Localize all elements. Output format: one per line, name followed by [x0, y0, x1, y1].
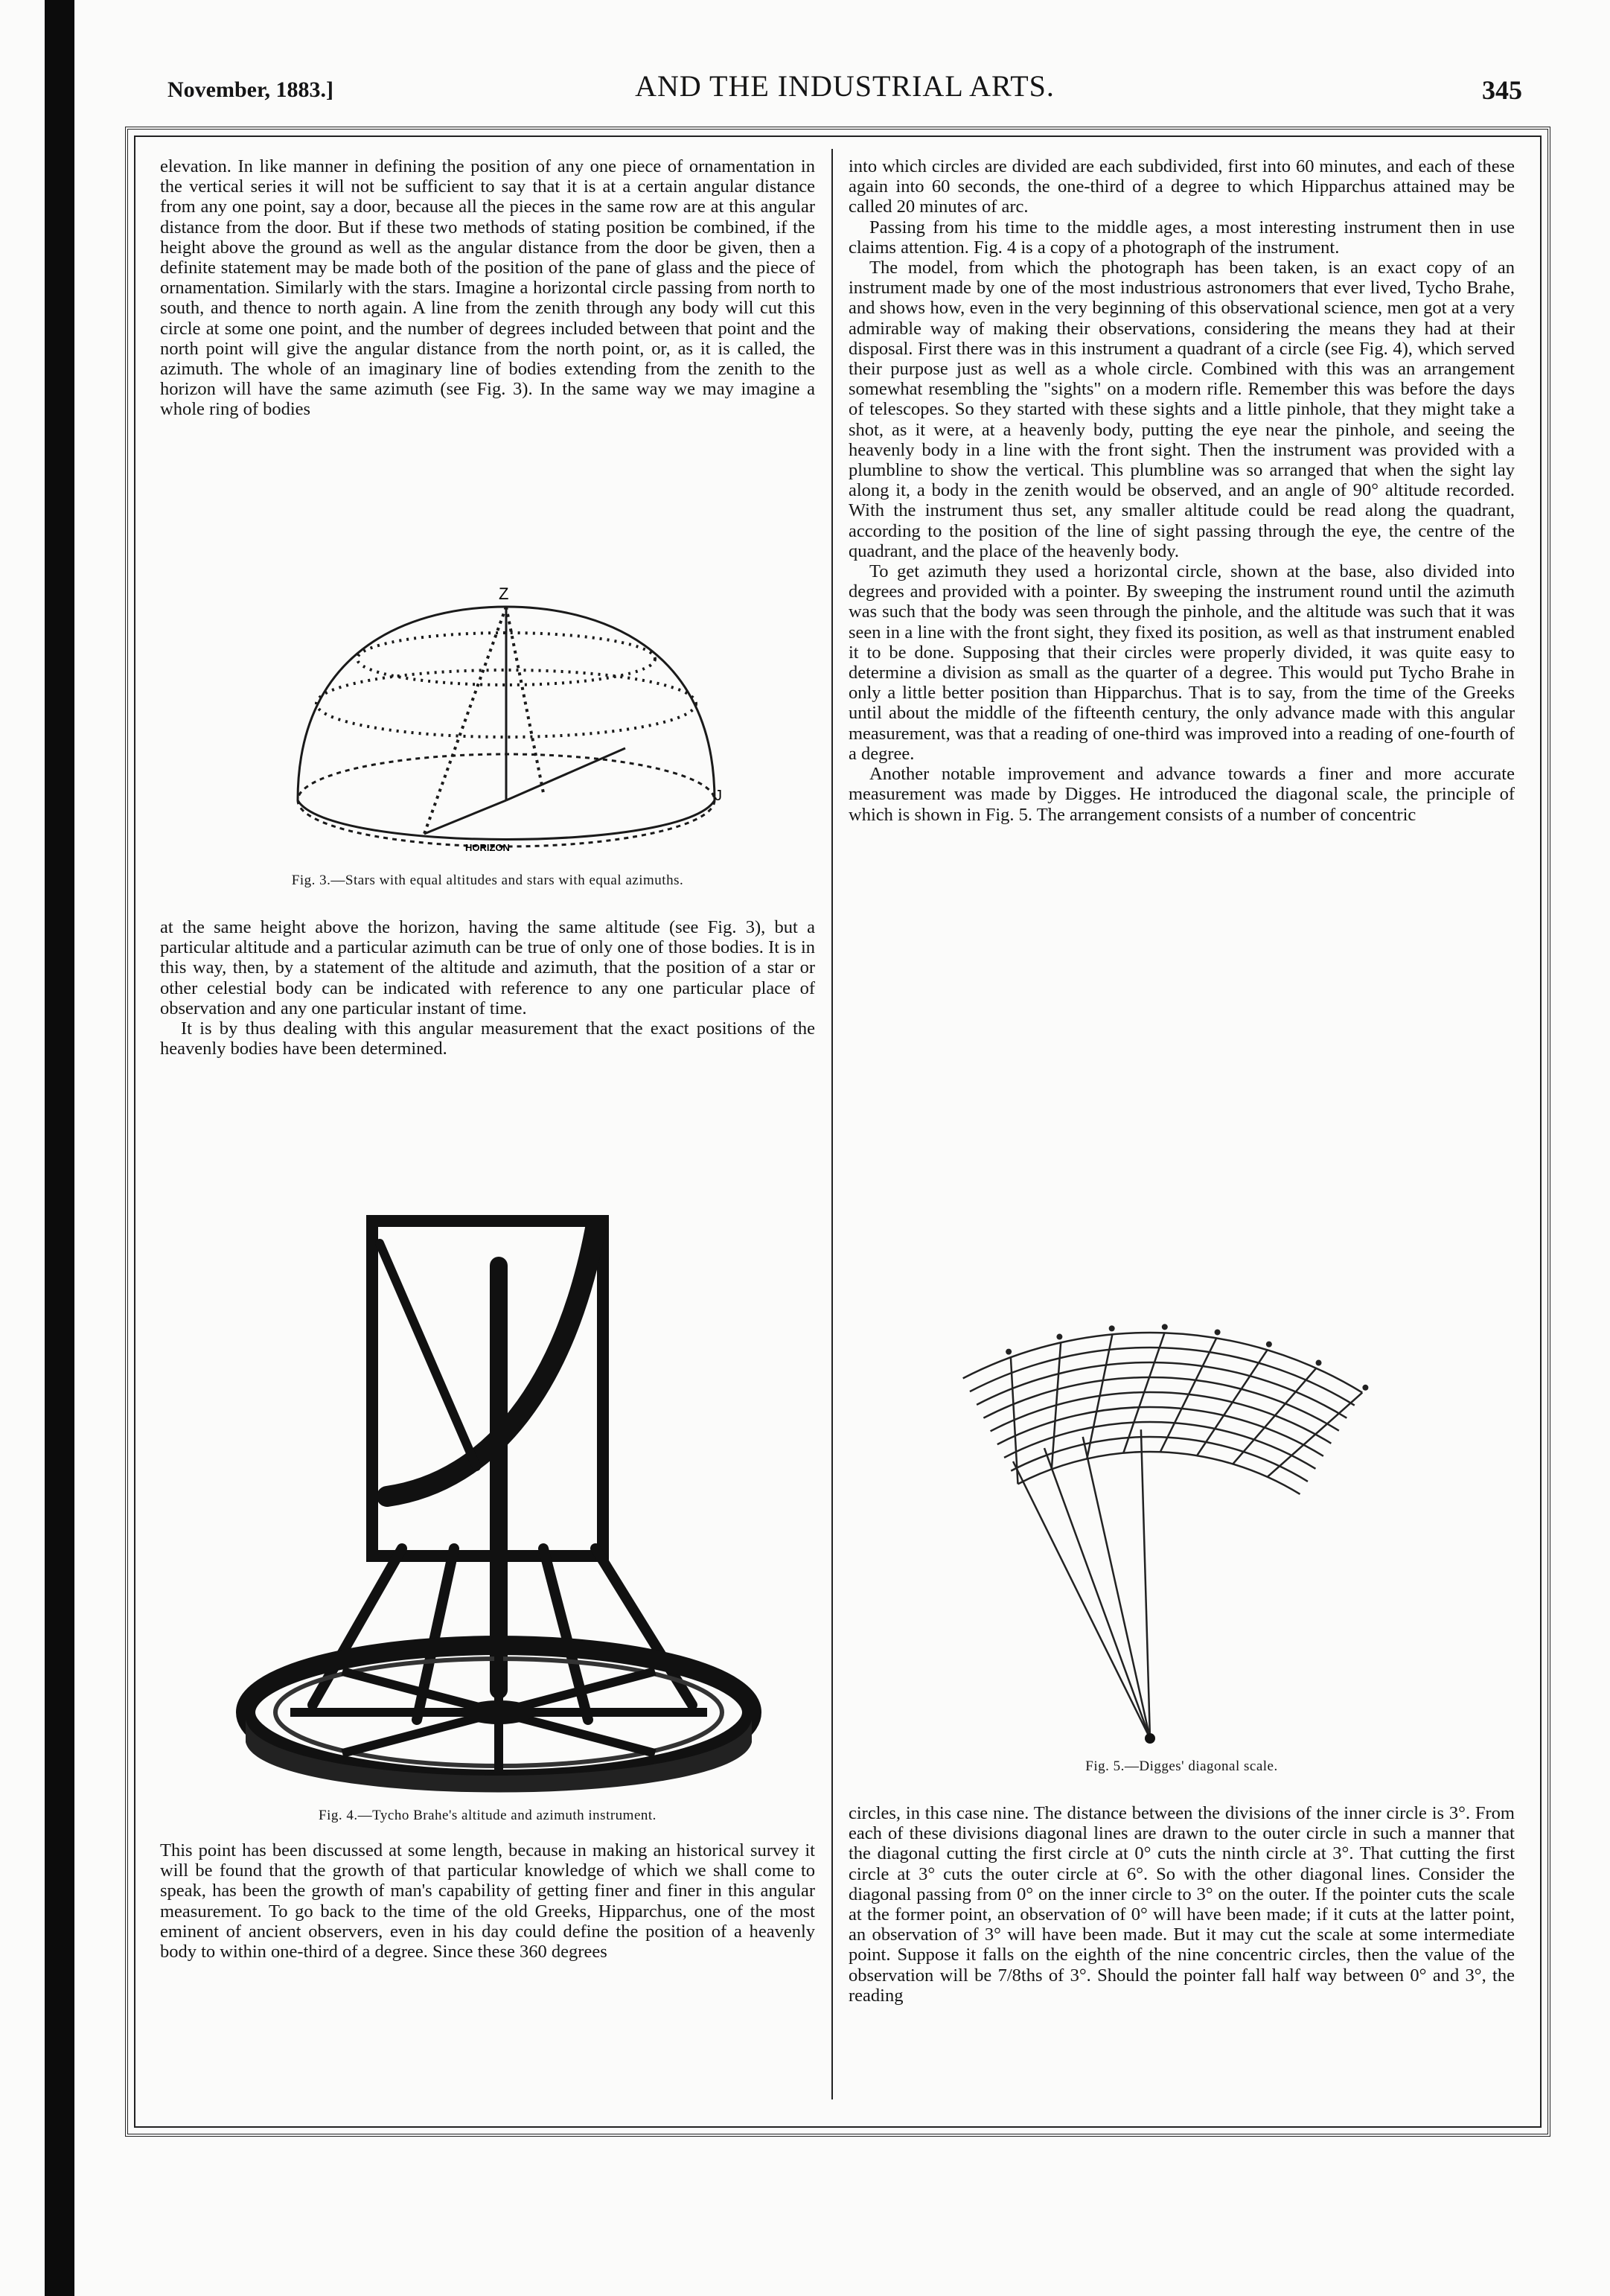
quadrant-frame: [372, 1221, 603, 1556]
paragraph: into which circles are divided are each subdivided, first into 60 minutes, and each of these again into 60 seconds, the one-third of a degree to which Hipparchus attained may be called 20 minutes of arc.: [849, 156, 1515, 217]
figure-3-hemisphere: [283, 577, 729, 867]
figure-3-caption: Fig. 3.—Stars with equal altitudes and stars with equal azimuths.: [291, 873, 684, 888]
pointer-line: [1083, 1437, 1150, 1738]
pointer-line: [1044, 1448, 1150, 1738]
horizon-pointer: [424, 800, 506, 834]
concentric-circle: [977, 1362, 1347, 1418]
division-tick: [1362, 1385, 1368, 1391]
running-header: [167, 68, 1522, 113]
figure-5-caption: Fig. 5.—Digges' diagonal scale.: [1085, 1758, 1278, 1774]
paragraph: circles, in this case nine. The distance between the divisions of the inner circle is 3°. From each of these divisions diagonal lines are drawn to the outer circle in such a manner that the diagonal cutting the first circle at 0° cuts the ninth circle at 3°. That cutting the first circle at 3° cuts the outer circle at 6°. So with the other diagonal lines. Consider the diagonal passing from 0° on the inner circle to 3° on the outer. If the pointer cuts the scale at the former point, an observation of 0° will have been made; if it cuts at the latter point, an observation of 3° will have been made. But it may cut the scale at some intermediate point. Suppose it falls on the eighth of the nine concentric circles, then the value of the observation will be 7/8ths of 3°. Should the pointer fall half way between 0° and 3°, the reading: [849, 1803, 1515, 2006]
concentric-circle: [1018, 1452, 1300, 1494]
horizon-radius: [506, 748, 625, 800]
concentric-circle: [970, 1348, 1355, 1406]
j-label: J: [715, 788, 722, 804]
header-title: AND THE INDUSTRIAL ARTS.: [635, 69, 1055, 103]
division-tick: [1215, 1329, 1221, 1335]
zenith-line-1: [424, 607, 506, 834]
division-tick: [1316, 1360, 1322, 1366]
quadrant-diagonal: [380, 1243, 476, 1467]
paragraph: The model, from which the photograph has been taken, is an exact copy of an instrument made by one of the most industrious astronomers that ever lived, Tycho Brahe, and shows how, even in the very beginning of this observational science, men got at a very admirable way of making their observations, considering the means they had at their disposal. First there was in this instrument a quadrant of a circle (see Fig. 4), which served their purpose just as well as a whole circle. Combined with this was an arrangement somewhat resembling the "sights" on a modern rifle. Remember this was before the days of telescopes. So they started with these sights and a little pinhole, that they might take a shot, as it were, at a heavenly body, putting the eye near the pinhole, and seeing the heavenly body in a line with the front sight. Then the instrument was provided with a plumbline to show the vertical. This plumbline was so arranged that when the sight lay along it, a body in the zenith would be observed, and an angle of 90° altitude recorded. With the instrument thus set, any smaller altitude could be read along the quadrant, according to the position of the line of sight passing through the eye, the centre of the quadrant, and the place of the heavenly body.: [849, 258, 1515, 561]
paragraph: at the same height above the horizon, having the same altitude (see Fig. 3), but a particular altitude and a particular azimuth can be true of only one of those bodies. It is in this way, then, by a statement of the altitude and azimuth, that the position of a star or other celestial body can be indicated with reference to any one particular place of observation and any one particular instant of time.: [160, 917, 815, 1018]
page-spine-shadow: [45, 0, 74, 2296]
figure-4-tycho-instrument: [231, 1199, 767, 1802]
column-rule: [831, 149, 833, 2099]
division-tick: [1056, 1334, 1062, 1340]
paragraph: It is by thus dealing with this angular measurement that the exact positions of the heavenly bodies have been determined.: [160, 1018, 815, 1059]
pointer-line: [1141, 1429, 1150, 1738]
left-column-bottom: [160, 1840, 815, 1962]
horizon-label: HORIZON: [465, 842, 510, 853]
paragraph: To get azimuth they used a horizontal circle, shown at the base, also divided into degrees and provided with a pointer. By sweeping the instrument round until the azimuth was such that the body was seen through the pinhole, and the altitude was such that it was seen in a line with the front sight, they fixed its position, as well as that instrument enabled it to be done. Supposing that their circles were properly divided, it was quite easy to determine a division as small as the quarter of a degree. This would put Tycho Brahe in only a little better position than Hipparchus. That is to say, from the time of the Greeks until about the middle of the fifteenth century, the only advance made with this angular measurement, was that a reading of one-third was improved into a reading of one-fourth of a degree.: [849, 561, 1515, 764]
division-tick: [1266, 1342, 1272, 1348]
base-hub: [461, 1700, 536, 1724]
right-column-top: [849, 156, 1515, 825]
zenith-line-2: [506, 607, 543, 793]
division-tick: [1006, 1349, 1012, 1355]
left-column-middle: [160, 917, 815, 1059]
pointer-line: [1013, 1461, 1150, 1738]
paragraph: elevation. In like manner in defining the position of any one piece of ornamentation in the vertical series it will not be sufficient to say that it is at a certain angular distance from any one point, say a door, because all the pieces in the same row are at this angular distance from the door. But if these two methods of stating position be combined, if the height above the ground as well as the angular distance from the door be given, then a definite statement may be made both of the position of the pane of glass and the piece of ornamentation. Similarly with the stars. Imagine a horizontal circle passing from north to south, and thence to north again. A line from the zenith through any body will cut this circle at some one point, and the number of degrees included between that point and the north point will give the angular distance from the north point, or, as it is called, the azimuth. The whole of an imaginary line of bodies extending from the zenith to the horizon will have the same azimuth (see Fig. 3). In the same way we may imagine a whole ring of bodies: [160, 156, 815, 420]
figure-5-diagonal-scale: [938, 1318, 1444, 1750]
concentric-circle: [991, 1392, 1332, 1444]
paragraph: This point has been discussed at some length, because in making an historical survey it will be found that the growth of that particular knowledge of which we shall come to speak, has been the growth of man's capability of getting finer and finer in this angular measurement. To go back to the time of the old Greeks, Hipparchus, one of the most eminent of ancient observers, even in his day could define the position of a heavenly body to within one-third of a degree. Since these 360 degrees: [160, 1840, 815, 1962]
diagonal-line: [1160, 1338, 1216, 1452]
page-number: 345: [1482, 75, 1522, 105]
right-column-bottom: [849, 1803, 1515, 2006]
paragraph: Passing from his time to the middle ages, a most interesting instrument then in use claims attention. Fig. 4 is a copy of a photograph of the instrument.: [849, 217, 1515, 258]
scale-centre: [1145, 1733, 1155, 1744]
figure-4-caption: Fig. 4.—Tycho Brahe's altitude and azimuth instrument.: [319, 1808, 657, 1823]
left-column-top: [160, 156, 815, 420]
division-tick: [1109, 1325, 1115, 1331]
zenith-label: Z: [499, 584, 509, 603]
paragraph: Another notable improvement and advance towards a finer and more accurate measurement was made by Digges. He introduced the diagonal scale, the principle of which is shown in Fig. 5. The arrangement consists of a number of concentric: [849, 764, 1515, 825]
division-tick: [1162, 1324, 1168, 1330]
header-date: November, 1883.]: [167, 77, 334, 102]
